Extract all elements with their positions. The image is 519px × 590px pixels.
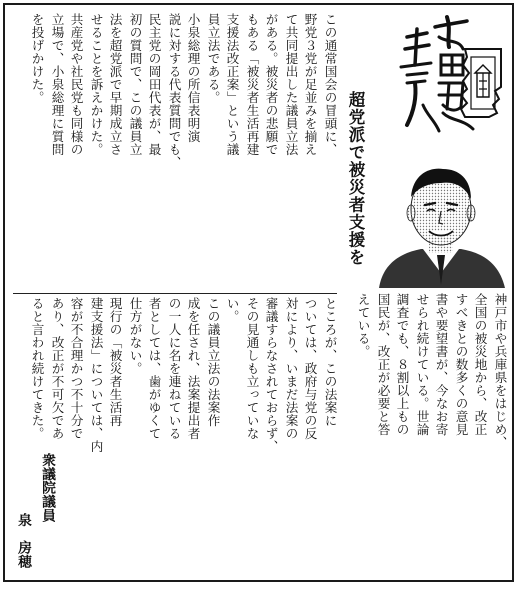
text-line: 神戸市や兵庫県をはじめ、: [492, 293, 508, 449]
calligraphy-stamp-logo: [377, 9, 509, 141]
section-divider: [13, 293, 337, 294]
text-line: を投げかけた。: [29, 13, 45, 104]
text-line: 小泉総理の所信表明演: [185, 13, 201, 143]
text-line: の一人に名を連ねている: [166, 297, 182, 440]
headline: 超党派で被災者支援を: [346, 91, 365, 266]
text-line: 支援法改正案」という議: [224, 13, 240, 156]
text-line: 調査でも、８割以上もの: [394, 293, 410, 436]
author-portrait-photo: [371, 153, 511, 288]
text-line: 立場で、小泉総理に質問: [49, 13, 65, 156]
text-line: その見通しも立っていな: [244, 297, 260, 440]
text-line: あり、改正が不可欠であ: [49, 297, 65, 440]
text-line: えている。: [355, 293, 371, 358]
text-line: ところが、この法案に: [322, 297, 338, 427]
text-line: すべきとの数多くの意見: [453, 293, 469, 436]
text-line: この議員立法の法案作: [205, 297, 221, 427]
text-line: 仕方がない。: [127, 297, 143, 375]
text-line: 書や要望書が、今なお寄: [433, 293, 449, 436]
author-title: 衆議院議員: [39, 453, 55, 522]
text-line: 成を任され、法案提出者: [185, 297, 201, 440]
text-line: 国民が、改正が必要と答: [375, 293, 391, 436]
text-line: ると言われ続けてきた。: [29, 297, 45, 440]
text-line: て共同提出した議員立法: [283, 13, 299, 156]
text-line: がある。被災者の悲願で: [263, 13, 279, 156]
text-line: 初の質問で、この議員立: [127, 13, 143, 156]
text-line: 建支援法」については、内: [88, 297, 104, 453]
text-line: せることを訴えかけた。: [88, 13, 104, 156]
text-line: この通常国会の冒頭に、: [322, 13, 338, 156]
text-line: 者としては、歯がゆくて: [146, 297, 162, 440]
text-line: い。: [224, 297, 240, 323]
text-line: 全国の被災地から、改正: [472, 293, 488, 436]
text-line: 説に対する代表質問でも、: [166, 13, 182, 169]
text-line: 野党３党が足並みを揃え: [302, 13, 318, 156]
text-line: もある「被災者生活再建: [244, 13, 260, 156]
text-line: ついては、政府与党の反: [302, 297, 318, 440]
text-line: 民主党の岡田代表が、最: [146, 13, 162, 156]
text-line: 容が不合理かつ不十分で: [68, 297, 84, 440]
author-name: 泉 房穂: [15, 513, 31, 569]
text-line: 現行の「被災者生活再: [107, 297, 123, 427]
text-line: 審議すらなされておらず、: [263, 297, 279, 453]
text-line: 員立法である。: [205, 13, 221, 104]
text-line: 対により、いまだ法案の: [283, 297, 299, 440]
text-line: 共産党や社民党も同様の: [68, 13, 84, 156]
text-line: 法を超党派で早期成立さ: [107, 13, 123, 156]
column-page: [3, 3, 514, 582]
text-line: せられ続けている。世論: [414, 293, 430, 436]
